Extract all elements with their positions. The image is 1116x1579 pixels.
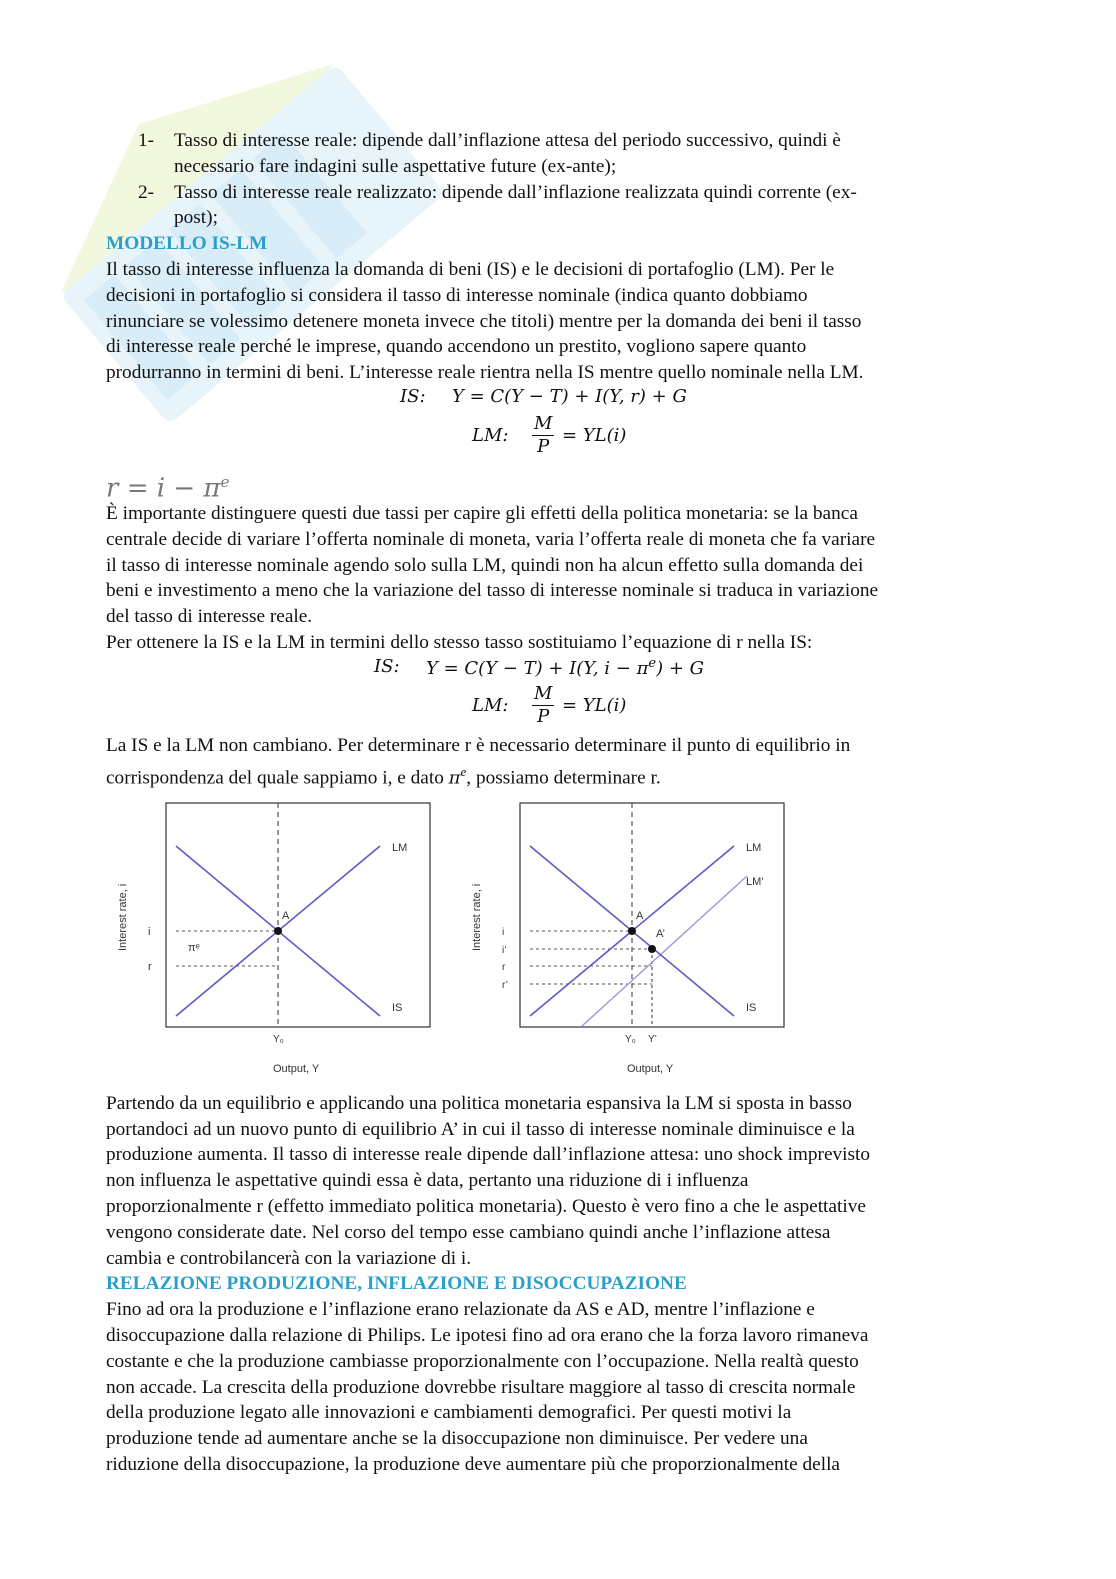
x-axis-label: Output, Y <box>627 1062 674 1075</box>
text-line: costante e che la produzione cambiasse proporzionalmente con l’occupazione. Nella realtà questo <box>106 1350 859 1372</box>
equilibrium-point-a <box>628 927 636 935</box>
text-line: rinunciare se volessimo detenere moneta invece che titoli) mentre per la domanda dei beni il tasso <box>106 310 862 332</box>
fraction-numerator: M <box>534 682 553 704</box>
y-tick-i: i <box>502 926 505 938</box>
document-page <box>106 128 1006 1478</box>
y-tick-r: r <box>148 960 152 973</box>
pi-superscript: e <box>460 763 467 779</box>
text-line <box>106 759 1006 791</box>
paragraph <box>106 733 1006 791</box>
pi-annotation: πᵉ <box>188 941 200 954</box>
paragraph <box>106 501 1006 656</box>
text-line: non influenza le aspettative quindi essa è data, pertanto una riduzione di i influenza <box>106 1170 749 1192</box>
text-line: disoccupazione dalla relazione di Philips. Le ipotesi fino ad ora erano che la forza lavoro rimaneva <box>106 1324 869 1346</box>
equilibrium-point-a-prime <box>648 945 656 953</box>
text-line: produrranno in termini di beni. L’interesse reale rientra nella IS mentre quello nominale nella LM. <box>106 362 864 384</box>
text-line: riduzione della disoccupazione, la produzione deve aumentare più che proporzionalmente della <box>106 1453 840 1475</box>
text-line: del tasso di interesse reale. <box>106 606 313 628</box>
expr-part: Y = C(Y − T) + I(Y, i − π <box>426 657 649 679</box>
list-item <box>106 128 1006 180</box>
y-tick-i: i <box>148 925 151 938</box>
fraction <box>532 413 554 458</box>
text-line: della produzione legato alle innovazioni e cambiamenti demografici. Per questi motivi la <box>106 1402 792 1424</box>
real-rate-formula <box>106 463 1006 504</box>
text-line: È importante distinguere questi due tassi per capire gli effetti della politica monetaria: se la banca <box>106 502 858 524</box>
section-heading-produzione: RELAZIONE PRODUZIONE, INFLAZIONE E DISOCCUPAZIONE <box>106 1273 687 1295</box>
y-tick-r: r <box>502 961 506 973</box>
text-line: Partendo da un equilibrio e applicando una politica monetaria espansiva la LM si sposta in basso <box>106 1092 852 1114</box>
text-line: La IS e la LM non cambiano. Per determinare r è necessario determinare il punto di equilibrio in <box>106 734 851 756</box>
equation-expression: Y = C(Y − T) + I(Y, r) + G <box>452 385 687 407</box>
x-tick-y-prime: Y’ <box>648 1033 657 1045</box>
fraction-denominator: P <box>537 705 550 727</box>
curve-label-is: IS <box>746 1001 757 1014</box>
is-lm-chart-expansion <box>462 801 792 1086</box>
equation-label: LM: <box>472 694 509 716</box>
text-line: produzione tende ad aumentare anche se la disoccupazione non diminuisce. Per vedere una <box>106 1428 808 1450</box>
equation-is <box>106 386 1006 411</box>
paragraph <box>106 1297 1006 1478</box>
paragraph <box>106 1091 1006 1272</box>
text-line: di interesse reale perché le imprese, quando accendono un prestito, vogliono sapere quanto <box>106 336 807 358</box>
text-line: vengono considerate date. Nel corso del tempo esse cambiano quindi anche l’inflazione attesa <box>106 1221 831 1243</box>
fraction <box>532 683 554 728</box>
text-line: Fino ad ora la produzione e l’inflazione erano relazionate da AS e AD, mentre l’inflazione e <box>106 1299 815 1321</box>
x-tick-y0: Y₀ <box>625 1033 636 1045</box>
expr-superscript: e <box>648 655 657 671</box>
text-line: Per ottenere la IS e la LM in termini dello stesso tasso sostituiamo l’equazione di r nella IS: <box>106 631 813 653</box>
text-line: il tasso di interesse nominale agendo solo sulla LM, quindi non ha alcun effetto sulla domanda dei <box>106 554 864 576</box>
y-axis-label: Interest rate, i <box>117 883 129 951</box>
formula-text: r = i − π <box>106 473 221 504</box>
x-axis-label: Output, Y <box>273 1062 320 1075</box>
expr-part: ) + G <box>656 657 705 679</box>
equation-is-substituted <box>106 656 1006 681</box>
text-line: portandoci ad un nuovo punto di equilibrio A’ in cui il tasso di interesse nominale diminuisce e la <box>106 1118 855 1140</box>
equation-expression: = YL(i) <box>562 694 627 716</box>
paragraph <box>106 257 1006 386</box>
curve-label-lm: LM <box>392 841 408 854</box>
equation-expression: = YL(i) <box>562 424 627 446</box>
text-line: Il tasso di interesse influenza la domanda di beni (IS) e le decisioni di portafoglio (LM). Per le <box>106 258 835 280</box>
text-part: , possiamo determinare r. <box>466 766 661 788</box>
equation-expression <box>426 656 704 679</box>
curve-label-is: IS <box>392 1001 403 1014</box>
equation-lm <box>106 411 1006 463</box>
text-part: corrispondenza del quale sappiamo i, e dato <box>106 766 449 788</box>
point-label: A <box>636 909 644 922</box>
text-line: cambia e controbilancerà con la variazione di i. <box>106 1247 472 1269</box>
text-line: non accade. La crescita della produzione dovrebbe risultare maggiore al tasso di crescita normale <box>106 1376 856 1398</box>
section-heading-is-lm: MODELLO IS-LM <box>106 233 268 255</box>
list-text-line: necessario fare indagini sulle aspettative future (ex-ante); <box>174 155 617 177</box>
list-item <box>106 180 1006 232</box>
equilibrium-point-a <box>274 927 282 935</box>
y-axis-label: Interest rate, i <box>471 883 483 951</box>
text-line: proporzionalmente r (effetto immediato politica monetaria). Questo è vero fino a che le aspettative <box>106 1195 866 1217</box>
equation-label: LM: <box>472 424 509 446</box>
fraction-numerator: M <box>534 412 553 434</box>
is-lm-chart-initial <box>108 801 438 1086</box>
curve-label-lm-prime: LM’ <box>746 875 764 888</box>
equation-label: IS: <box>374 655 400 677</box>
text-line: centrale decide di variare l’offerta nominale di moneta, varia l’offerta reale di moneta che fa variare <box>106 528 876 550</box>
text-line: decisioni in portafoglio si considera il tasso di interesse nominale (indica quanto dobbiamo <box>106 284 808 306</box>
curve-label-lm: LM <box>746 841 762 854</box>
list-number: 1- <box>138 130 155 151</box>
text-line: produzione aumenta. Il tasso di interesse reale dipende dall’inflazione attesa: uno shock imprevisto <box>106 1144 871 1166</box>
list-text-line: Tasso di interesse reale realizzato: dipende dall’inflazione realizzata quindi corrente (ex- <box>174 181 857 203</box>
text-line: beni e investimento a meno che la variazione del tasso di interesse nominale si traduca in variazione <box>106 580 879 602</box>
list-number: 2- <box>138 181 155 203</box>
lm-prime-curve <box>582 876 747 1026</box>
charts-row <box>106 791 1006 1091</box>
equation-label: IS: <box>400 385 426 407</box>
y-tick-r-prime: r’ <box>502 979 508 991</box>
list-text-line: Tasso di interesse reale: dipende dall’inflazione attesa del periodo successivo, quindi è <box>174 130 841 151</box>
formula-superscript: e <box>220 472 230 491</box>
pi-symbol: π <box>448 766 461 788</box>
y-tick-i-prime: i’ <box>502 944 507 956</box>
point-label: A’ <box>656 927 665 940</box>
list-text-line: post); <box>174 207 218 229</box>
equation-lm <box>106 681 1006 733</box>
x-tick-y0: Y₀ <box>273 1033 284 1045</box>
fraction-denominator: P <box>537 435 550 457</box>
point-label: A <box>282 909 290 922</box>
